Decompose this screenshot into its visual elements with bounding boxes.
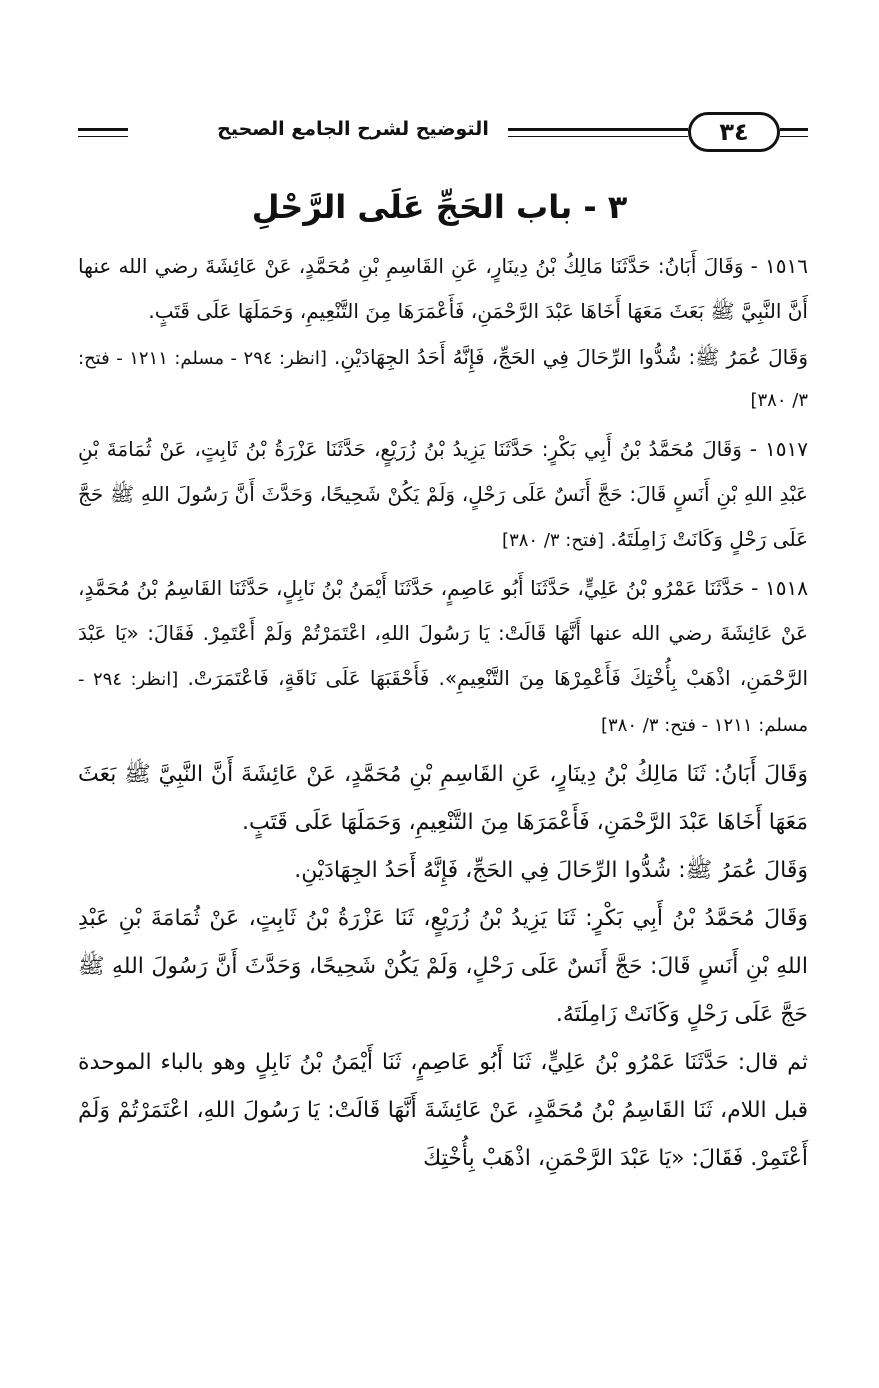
cross-reference: [انظر: ٢٩٤ - مسلم: ١٢١١ - فتح: ٣/ ٣٨٠] — [78, 348, 808, 411]
running-title: التوضيح لشرح الجامع الصحيح — [217, 118, 489, 140]
commentary-paragraph: وَقَالَ أَبَانُ: ثَنَا مَالِكُ بْنُ دِينَارٍ، عَنِ القَاسِمِ بْنِ مُحَمَّدٍ، عَنْ عَائِشَةَ أَنَّ النَّبِيَّ ﷺ بَعَثَ مَعَهَا أَخَاهَا عَبْدَ الرَّحْمَنِ، فَأَعْمَرَهَا مِنَ التَّنْعِيمِ، وَحَمَلَهَا عَلَى قَتَبٍ. — [78, 762, 808, 835]
page-number: ٣٤ — [688, 112, 780, 152]
hadith-1517 — [78, 427, 808, 563]
header-rule-left-thin — [78, 136, 128, 137]
hadith-umar-note — [78, 337, 808, 421]
page-header — [78, 112, 808, 152]
commentary-paragraph: ثم قال: حَدَّثَنَا عَمْرُو بْنُ عَلِيٍّ، ثَنَا أَبُو عَاصِمٍ، ثَنَا أَيْمَنُ بْنُ نَابِلٍ وهو بالباء الموحدة قبل اللام، ثَنَا القَاسِمُ بْنُ مُحَمَّدٍ، عَنْ عَائِشَةَ أَنَّهَا قَالَتْ: يَا رَسُولَ اللهِ، اعْتَمَرْتُمْ وَلَمْ أَعْتَمِرْ. فَقَالَ: «يَا عَبْدَ الرَّحْمَنِ، اذْهَبْ بِأُخْتِكَ — [78, 1050, 808, 1171]
chapter-title: ٣ - باب الحَجِّ عَلَى الرَّحْلِ — [251, 188, 628, 226]
header-rule-middle-thin — [508, 136, 688, 137]
commentary-paragraph: وَقَالَ مُحَمَّدُ بْنُ أَبِي بَكْرٍ: ثَنَا يَزِيدُ بْنُ زُرَيْعٍ، ثَنَا عَزْرَةُ بْنُ ثَابِتٍ، عَنْ ثُمَامَةَ بْنِ عَبْدِ اللهِ بْنِ أَنَسٍ قَالَ: حَجَّ أَنَسٌ عَلَى رَحْلٍ، وَلَمْ يَكُنْ شَحِيحًا، وَحَدَّثَ أَنَّ رَسُولَ اللهِ ﷺ حَجَّ عَلَى رَحْلٍ وَكَانَتْ زَامِلَتَهُ. — [78, 906, 808, 1027]
cross-reference: [انظر: ٢٩٤ - مسلم: ١٢١١ - فتح: ٣/ ٣٨٠] — [78, 669, 808, 736]
header-rule-right — [780, 128, 808, 131]
header-rule-left — [78, 128, 128, 131]
hadith-1518 — [78, 566, 808, 748]
hadith-text: ١٥١٦ - وَقَالَ أَبَانُ: حَدَّثَنَا مَالِكُ بْنُ دِينَارٍ، عَنِ القَاسِمِ بْنِ مُحَمَّدٍ، عَنْ عَائِشَةَ رضي الله عنها أَنَّ النَّبِيَّ ﷺ بَعَثَ مَعَهَا أَخَاهَا عَبْدَ الرَّحْمَنِ، فَأَعْمَرَهَا مِنَ التَّنْعِيمِ، وَحَمَلَهَا عَلَى قَتَبٍ. — [78, 254, 808, 323]
hadith-1516 — [78, 244, 808, 334]
commentary-paragraph: وَقَالَ عُمَرُ ﷺ: شُدُّوا الرِّحَالَ فِي الحَجِّ، فَإِنَّهُ أَحَدُ الجِهَادَيْنِ. — [294, 858, 808, 883]
hadith-text: وَقَالَ عُمَرُ ﷺ: شُدُّوا الرِّحَالَ فِي الحَجِّ، فَإِنَّهُ أَحَدُ الجِهَادَيْنِ. — [333, 345, 808, 369]
cross-reference: [فتح: ٣/ ٣٨٠] — [502, 530, 605, 551]
header-rule-right-thin — [780, 136, 808, 137]
header-rule-middle — [508, 128, 688, 131]
hadith-text: ١٥١٧ - وَقَالَ مُحَمَّدُ بْنُ أَبِي بَكْرٍ: حَدَّثَنَا يَزِيدُ بْنُ زُرَيْعٍ، حَدَّثَنَا عَزْرَةُ بْنُ ثَابِتٍ، عَنْ ثُمَامَةَ بْنِ عَبْدِ اللهِ بْنِ أَنَسٍ قَالَ: حَجَّ أَنَسٌ عَلَى رَحْلٍ، وَلَمْ يَكُنْ شَحِيحًا، وَحَدَّثَ أَنَّ رَسُولَ اللهِ ﷺ حَجَّ عَلَى رَحْلٍ وَكَانَتْ زَامِلَتَهُ. — [78, 437, 808, 551]
hadith-text: ١٥١٨ - حَدَّثَنَا عَمْرُو بْنُ عَلِيٍّ، حَدَّثَنَا أَبُو عَاصِمٍ، حَدَّثَنَا أَيْمَنُ بْنُ نَابِلٍ، حَدَّثَنَا القَاسِمُ بْنُ مُحَمَّدٍ، عَنْ عَائِشَةَ رضي الله عنها أَنَّهَا قَالَتْ: يَا رَسُولَ اللهِ، اعْتَمَرْتُمْ وَلَمْ أَعْتَمِرْ. فَقَالَ: «يَا عَبْدَ الرَّحْمَنِ، اذْهَبْ بِأُخْتِكَ فَأَعْمِرْهَا مِنَ التَّنْعِيمِ». فَأَحْقَبَهَا عَلَى نَاقَةٍ، فَاعْتَمَرَتْ. — [78, 576, 809, 690]
main-text — [78, 244, 808, 1183]
